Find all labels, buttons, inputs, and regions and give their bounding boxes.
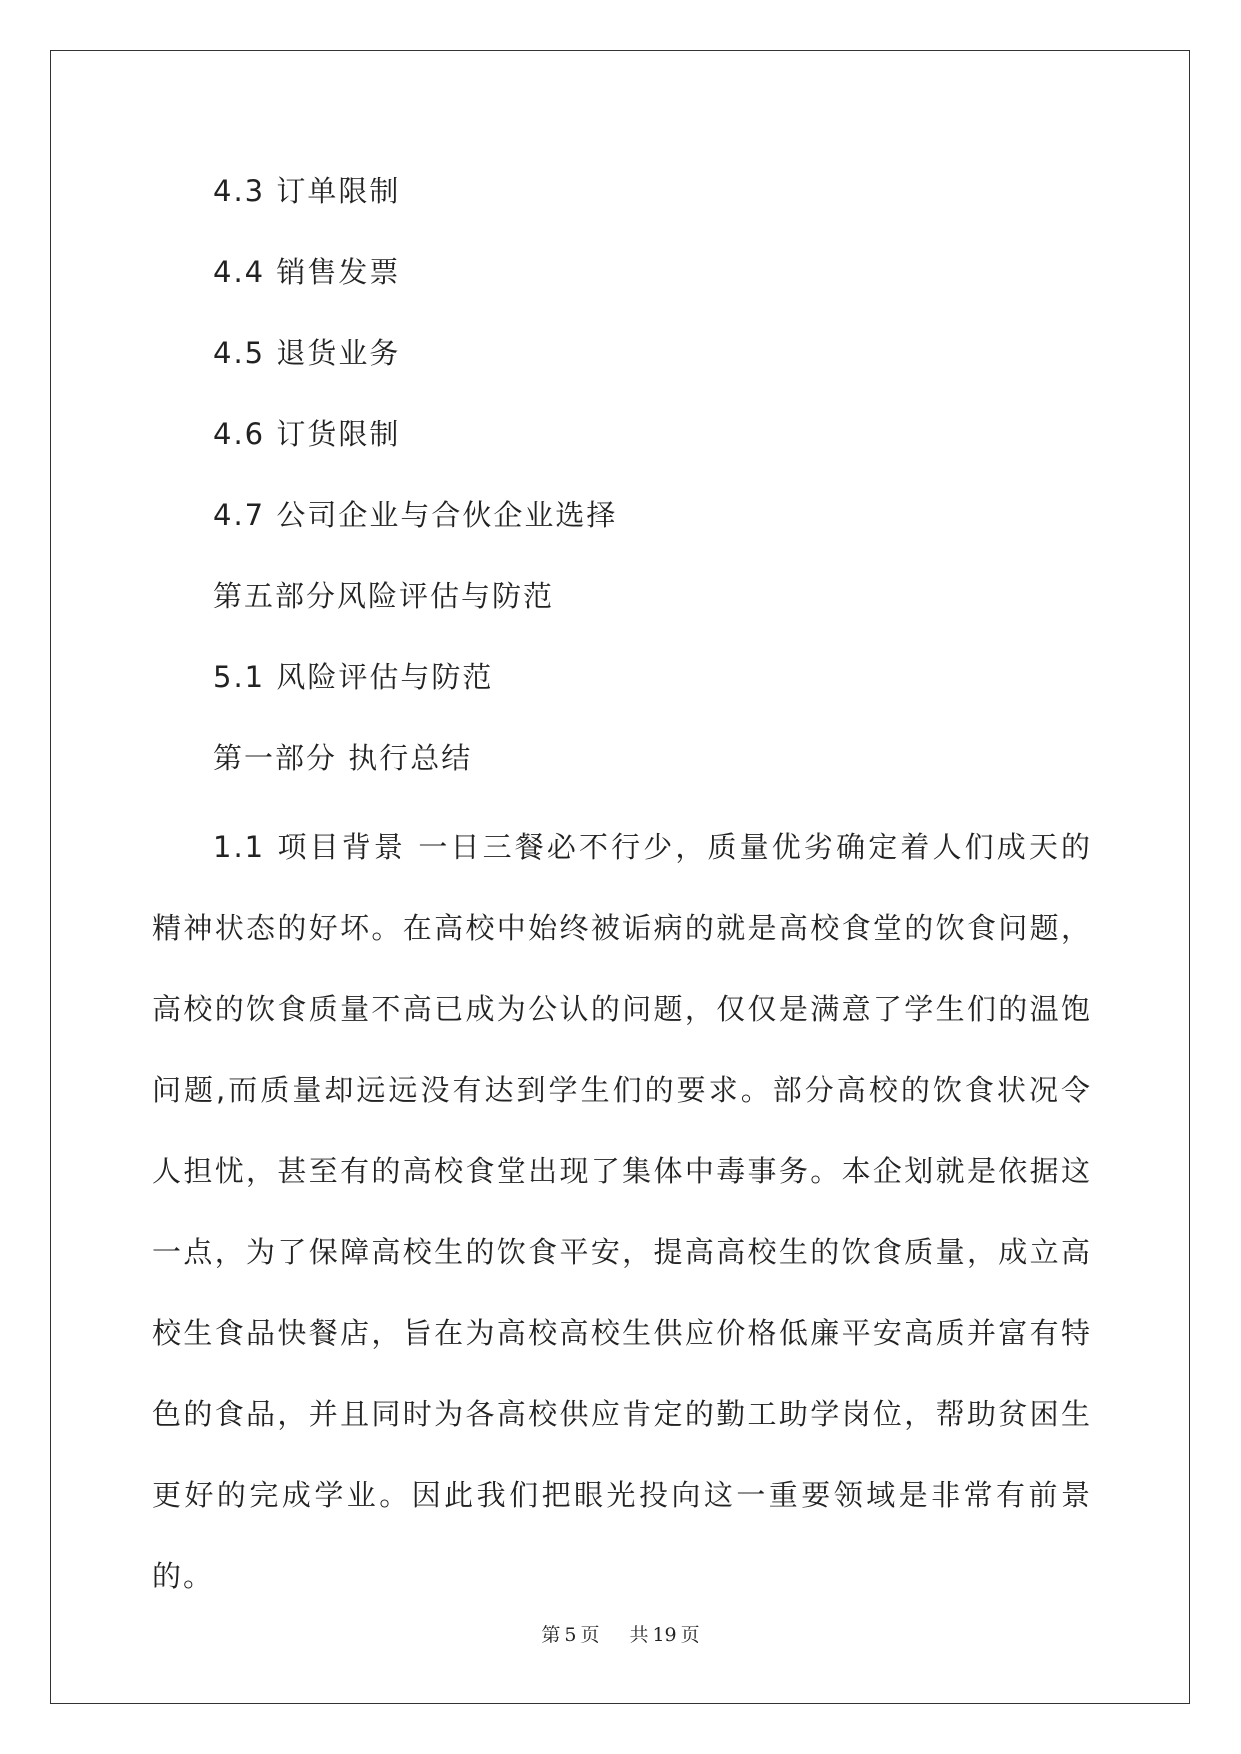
page-unit: 页 — [580, 1624, 600, 1646]
part-1-heading: 第一部分 执行总结 — [213, 741, 473, 775]
toc-item-4-3: 4.3 订单限制 — [213, 174, 401, 208]
page-prefix: 第 — [541, 1624, 561, 1646]
toc-item-4-5: 4.5 退货业务 — [213, 336, 401, 370]
toc-item-5-1: 5.1 风险评估与防范 — [213, 660, 494, 694]
total-pages: 19 — [652, 1624, 677, 1646]
page-number: 5 — [564, 1624, 577, 1646]
toc-item-4-4: 4.4 销售发票 — [213, 255, 401, 289]
project-background-paragraph: 1.1 项目背景 一日三餐必不行少，质量优劣确定着人们成天的精神状态的好坏。在高校中始终被诟病的就是高校食堂的饮食问题，高校的饮食质量不高已成为公认的问题，仅仅是满意了学生们的温饱问题,而质量却远远没有达到学生们的要求。部分高校的饮食状况令人担忧，甚至有的高校食堂出现了集体中毒事务。本企划就是依据这一点，为了保障高校生的饮食平安，提高高校生的饮食质量，成立高校生食品快餐店，旨在为高校高校生供应价格低廉平安高质并富有特色的食品，并且同时为各高校供应肯定的勤工助学岗位，帮助贫困生更好的完成学业。因此我们把眼光投向这一重要领域是非常有前景的。 — [152, 830, 1092, 1593]
toc-part-5-heading: 第五部分风险评估与防范 — [213, 579, 555, 613]
toc-item-4-6: 4.6 订货限制 — [213, 417, 401, 451]
page-footer — [0, 1620, 1241, 1647]
total-prefix: 共 — [629, 1624, 649, 1646]
total-unit: 页 — [680, 1624, 700, 1646]
toc-item-4-7: 4.7 公司企业与合伙企业选择 — [213, 498, 618, 532]
